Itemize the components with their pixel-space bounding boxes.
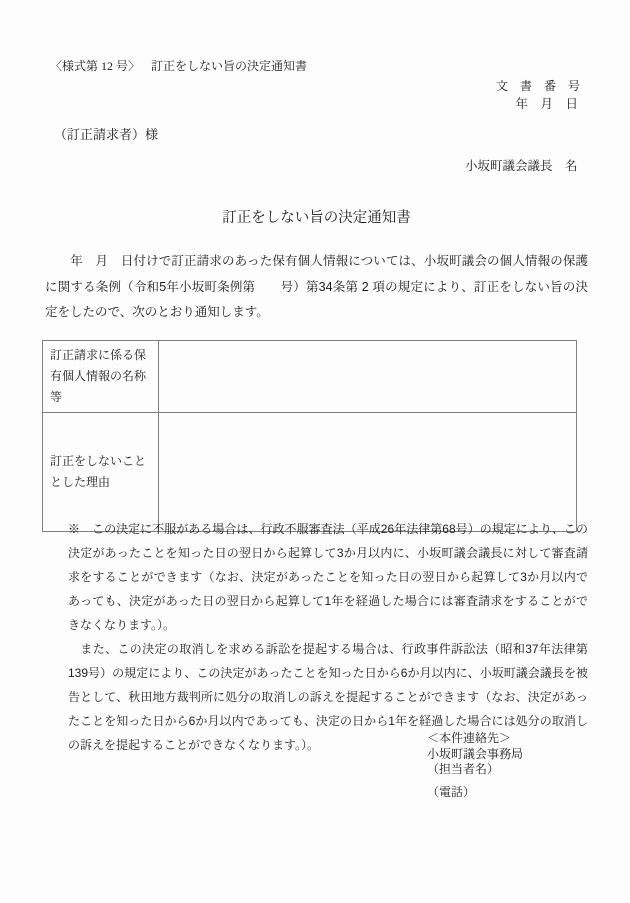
row-label-personal-info-name: 訂正請求に係る保有個人情報の名称等: [43, 341, 159, 413]
form-number-label: 〈様式第 12 号〉: [50, 59, 141, 73]
contact-org: 小坂町議会事務局: [427, 746, 524, 761]
info-table: [42, 340, 577, 532]
contact-phone: （電話）: [427, 784, 476, 799]
sender-line: 小坂町議会議長 名: [465, 159, 578, 173]
row-label-reason: 訂正をしないこととした理由: [43, 413, 159, 532]
notes-block: [68, 517, 588, 757]
contact-block: [427, 731, 523, 800]
contact-header: ＜本件連絡先＞: [427, 731, 512, 745]
addressee-line: （訂正請求者）様: [54, 127, 159, 142]
form-header-line: [50, 58, 307, 74]
row-value-personal-info-name: [159, 341, 577, 413]
table-row-reason: [43, 413, 577, 532]
date-placeholder: 年 月 日: [515, 97, 578, 111]
table-row-name: [43, 341, 577, 413]
row-value-reason: [159, 413, 577, 532]
note-lawsuit-paragraph: また、この決定の取消しを求める訴訟を提起する場合は、行政事件訴訟法（昭和37年法律第139号）の規定により、この決定があったことを知った日から6か月以内に、小坂町議会議長を被告として、秋田地方裁判所に処分の取消しの訴えを提起することができます（なお、決定があったことを知った日から6か月以内であっても、決定の日から1年を経過した場合には処分の取消しの訴えを提起することができなくなります。）。: [68, 642, 588, 752]
contact-person: （担当者名）: [427, 762, 500, 776]
form-header-title: 訂正をしない旨の決定通知書: [151, 59, 308, 73]
document-title: 訂正をしない旨の決定通知書: [222, 210, 411, 226]
body-paragraph: 年 月 日付けで訂正請求のあった保有個人情報については、小坂町議会の個人情報の保護に関する条例（令和5年小坂町条例第 号）第34条第 2 項の規定により、訂正をしない旨の決定をしたので、次のとおり通知します。: [45, 254, 588, 319]
doc-number-label: 文 書 番 号: [495, 79, 580, 93]
note-appeal-paragraph: ※ この決定に不服がある場合は、行政不服審査法（平成26年法律第68号）の規定により、この決定があったことを知った日の翌日から起算して3か月以内に、小坂町議会議長に対して審査請求をすることができます（なお、決定があったことを知った日の翌日から起算して3か月以内であっても、決定があった日の翌日から起算して1年を経過した場合には審査請求をすることができなくなります。）。: [68, 522, 588, 632]
